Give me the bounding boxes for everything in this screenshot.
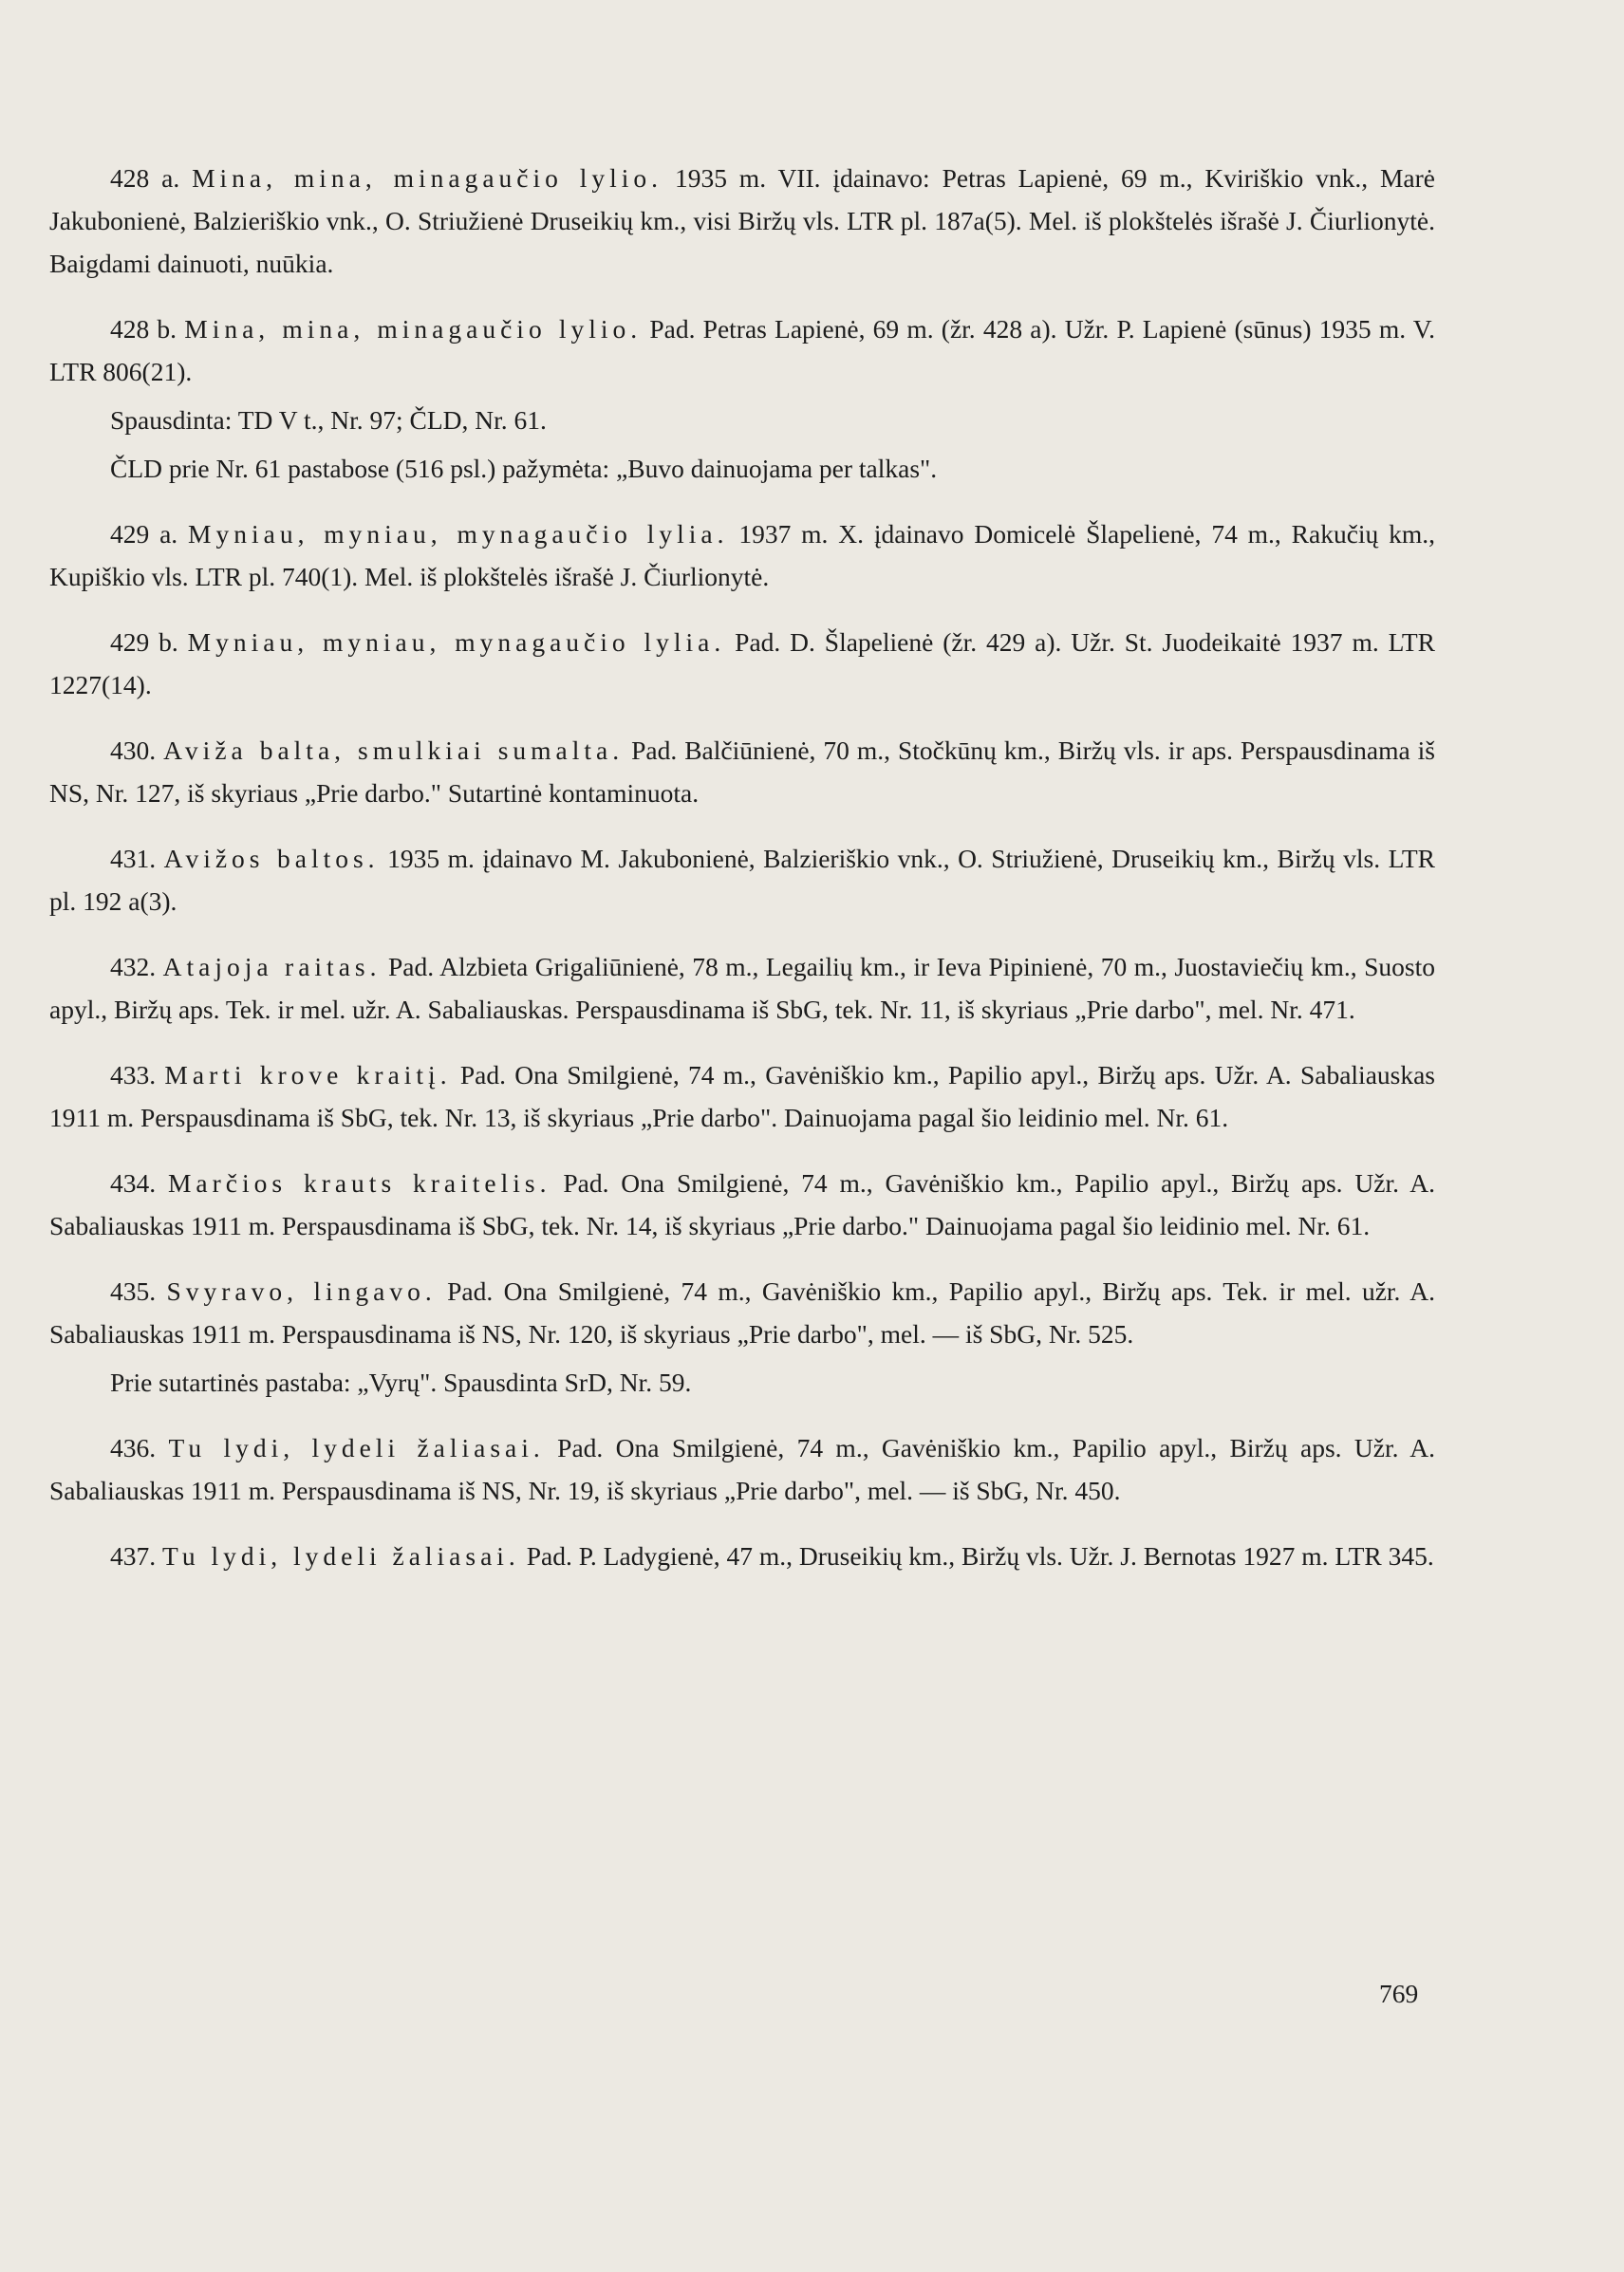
entry-text: 1935 m. įdainavo M. Jakubonienė, Balzieriškio vnk., O. Striužienė, Druseikių km., Biržų vls. LTR pl. 192 a(3). bbox=[49, 844, 1435, 916]
entry-number: 430. bbox=[110, 736, 157, 765]
entry-text: Pad. P. Ladygienė, 47 m., Druseikių km., Biržų vls. Užr. J. Bernotas 1927 m. LTR 345. bbox=[526, 1541, 1434, 1571]
entry-number: 432. bbox=[110, 952, 157, 981]
entry-434 bbox=[49, 1162, 1435, 1247]
entry-433 bbox=[49, 1053, 1435, 1139]
entry-429b bbox=[49, 621, 1435, 706]
entry-text: 1935 m. VII. įdainavo: Petras Lapienė, 69 m., Kviriškio vnk., Marė Jakubonienė, Balzieriškio vnk., O. Striužienė Druseikių km., visi Biržų vls. LTR pl. 187a(5). Mel. iš plokštelės išrašė J. Čiurlionytė. Baigdami dainuoti, nuūkia. bbox=[49, 163, 1435, 278]
entry-text: Pad. Alzbieta Grigaliūnienė, 78 m., Legailių km., ir Ieva Pipinienė, 70 m., Juostaviečių km., Suosto apyl., Biržų aps. Tek. ir mel. užr. A. Sabaliauskas. Perspausdinama iš SbG, tek. Nr. 11, iš skyriaus „Prie darbo", mel. Nr. 471. bbox=[49, 952, 1436, 1024]
entry-text: Pad. Ona Smilgienė, 74 m., Gavėniškio km., Papilio apyl., Biržų aps. Tek. ir mel. užr. A. Sabaliauskas 1911 m. Perspausdinama iš NS, Nr. 120, iš skyriaus „Prie darbo", mel. — iš SbG, Nr. 525. bbox=[49, 1276, 1435, 1349]
page-content bbox=[49, 157, 1435, 1600]
entry-title: Tu lydi, lydeli žaliasai. bbox=[168, 1433, 545, 1462]
entry-435 bbox=[49, 1270, 1435, 1355]
entry-number: 436. bbox=[110, 1433, 157, 1462]
note-428b-1: Spausdinta: TD V t., Nr. 97; ČLD, Nr. 61. bbox=[110, 405, 547, 435]
entry-number: 437. bbox=[110, 1541, 157, 1571]
entry-number: 433. bbox=[110, 1060, 157, 1089]
entry-number: 428 b. bbox=[110, 314, 177, 344]
entry-436 bbox=[49, 1426, 1435, 1512]
entry-text: Pad. Balčiūnienė, 70 m., Stočkūnų km., Biržų vls. ir aps. Perspausdinama iš NS, Nr. 127, iš skyriaus „Prie darbo." Sutartinė kontaminuota. bbox=[49, 736, 1436, 808]
entry-number: 431. bbox=[110, 844, 157, 873]
entry-title: Marti krove kraitį. bbox=[164, 1060, 452, 1089]
entry-title: Myniau, myniau, mynagaučio lylia. bbox=[188, 519, 729, 549]
entry-title: Mina, mina, minagaučio lylio. bbox=[192, 163, 663, 193]
entry-title: Atajoja raitas. bbox=[162, 952, 382, 981]
entry-title: Myniau, myniau, mynagaučio lylia. bbox=[187, 627, 726, 657]
entry-text: Pad. Ona Smilgienė, 74 m., Gavėniškio km., Papilio apyl., Biržų aps. Užr. A. Sabaliauskas 1911 m. Perspausdinama iš SbG, tek. Nr. 13, iš skyriaus „Prie darbo". Dainuojama pagal šio leidinio mel. Nr. 61. bbox=[49, 1060, 1436, 1132]
note-428b-2: ČLD prie Nr. 61 pastabose (516 psl.) pažymėta: „Buvo dainuojama per talkas". bbox=[110, 454, 938, 483]
entry-number: 435. bbox=[110, 1276, 157, 1306]
entry-432 bbox=[49, 945, 1435, 1031]
entry-430 bbox=[49, 729, 1435, 814]
entry-text: Pad. D. Šlapelienė (žr. 429 a). Užr. St. Juodeikaitė 1937 m. LTR 1227(14). bbox=[49, 627, 1436, 699]
entry-number: 429 b. bbox=[110, 627, 178, 657]
entry-428b bbox=[49, 307, 1435, 393]
entry-text: 1937 m. X. įdainavo Domicelė Šlapelienė, 74 m., Rakučių km., Kupiškio vls. LTR pl. 740(1). Mel. iš plokštelės išrašė J. Čiurlionytė. bbox=[49, 519, 1436, 591]
entry-428a bbox=[49, 157, 1435, 285]
entry-title: Avižos baltos. bbox=[163, 844, 380, 873]
entry-title: Marčios krauts kraitelis. bbox=[167, 1168, 551, 1198]
entry-text: Pad. Ona Smilgienė, 74 m., Gavėniškio km., Papilio apyl., Biržų aps. Užr. A. Sabaliauskas 1911 m. Perspausdinama iš SbG, tek. Nr. 14, iš skyriaus „Prie darbo." Dainuojama pagal šio leidinio mel. Nr. 61. bbox=[49, 1168, 1436, 1240]
entry-title: Tu lydi, lydeli žaliasai. bbox=[162, 1541, 520, 1571]
entry-text: Pad. Petras Lapienė, 69 m. (žr. 428 a). Užr. P. Lapienė (sūnus) 1935 m. V. LTR 806(21). bbox=[49, 314, 1435, 386]
page-number: 769 bbox=[1379, 1979, 1419, 2008]
entry-429a bbox=[49, 512, 1435, 598]
entry-title: Mina, mina, minagaučio lylio. bbox=[184, 314, 643, 344]
entry-number: 428 a. bbox=[110, 163, 180, 193]
entry-number: 434. bbox=[110, 1168, 157, 1198]
entry-text: Pad. Ona Smilgienė, 74 m., Gavėniškio km., Papilio apyl., Biržų aps. Užr. A. Sabaliauskas 1911 m. Perspausdinama iš NS, Nr. 19, iš skyriaus „Prie darbo", mel. — iš SbG, Nr. 450. bbox=[49, 1433, 1436, 1505]
entry-title: Svyravo, lingavo. bbox=[166, 1276, 437, 1306]
note-435: Prie sutartinės pastaba: „Vyrų". Spausdinta SrD, Nr. 59. bbox=[110, 1368, 692, 1397]
entry-number: 429 a. bbox=[110, 519, 178, 549]
entry-437 bbox=[49, 1535, 1435, 1577]
entry-title: Aviža balta, smulkiai sumalta. bbox=[163, 736, 625, 765]
entry-431 bbox=[49, 837, 1435, 922]
